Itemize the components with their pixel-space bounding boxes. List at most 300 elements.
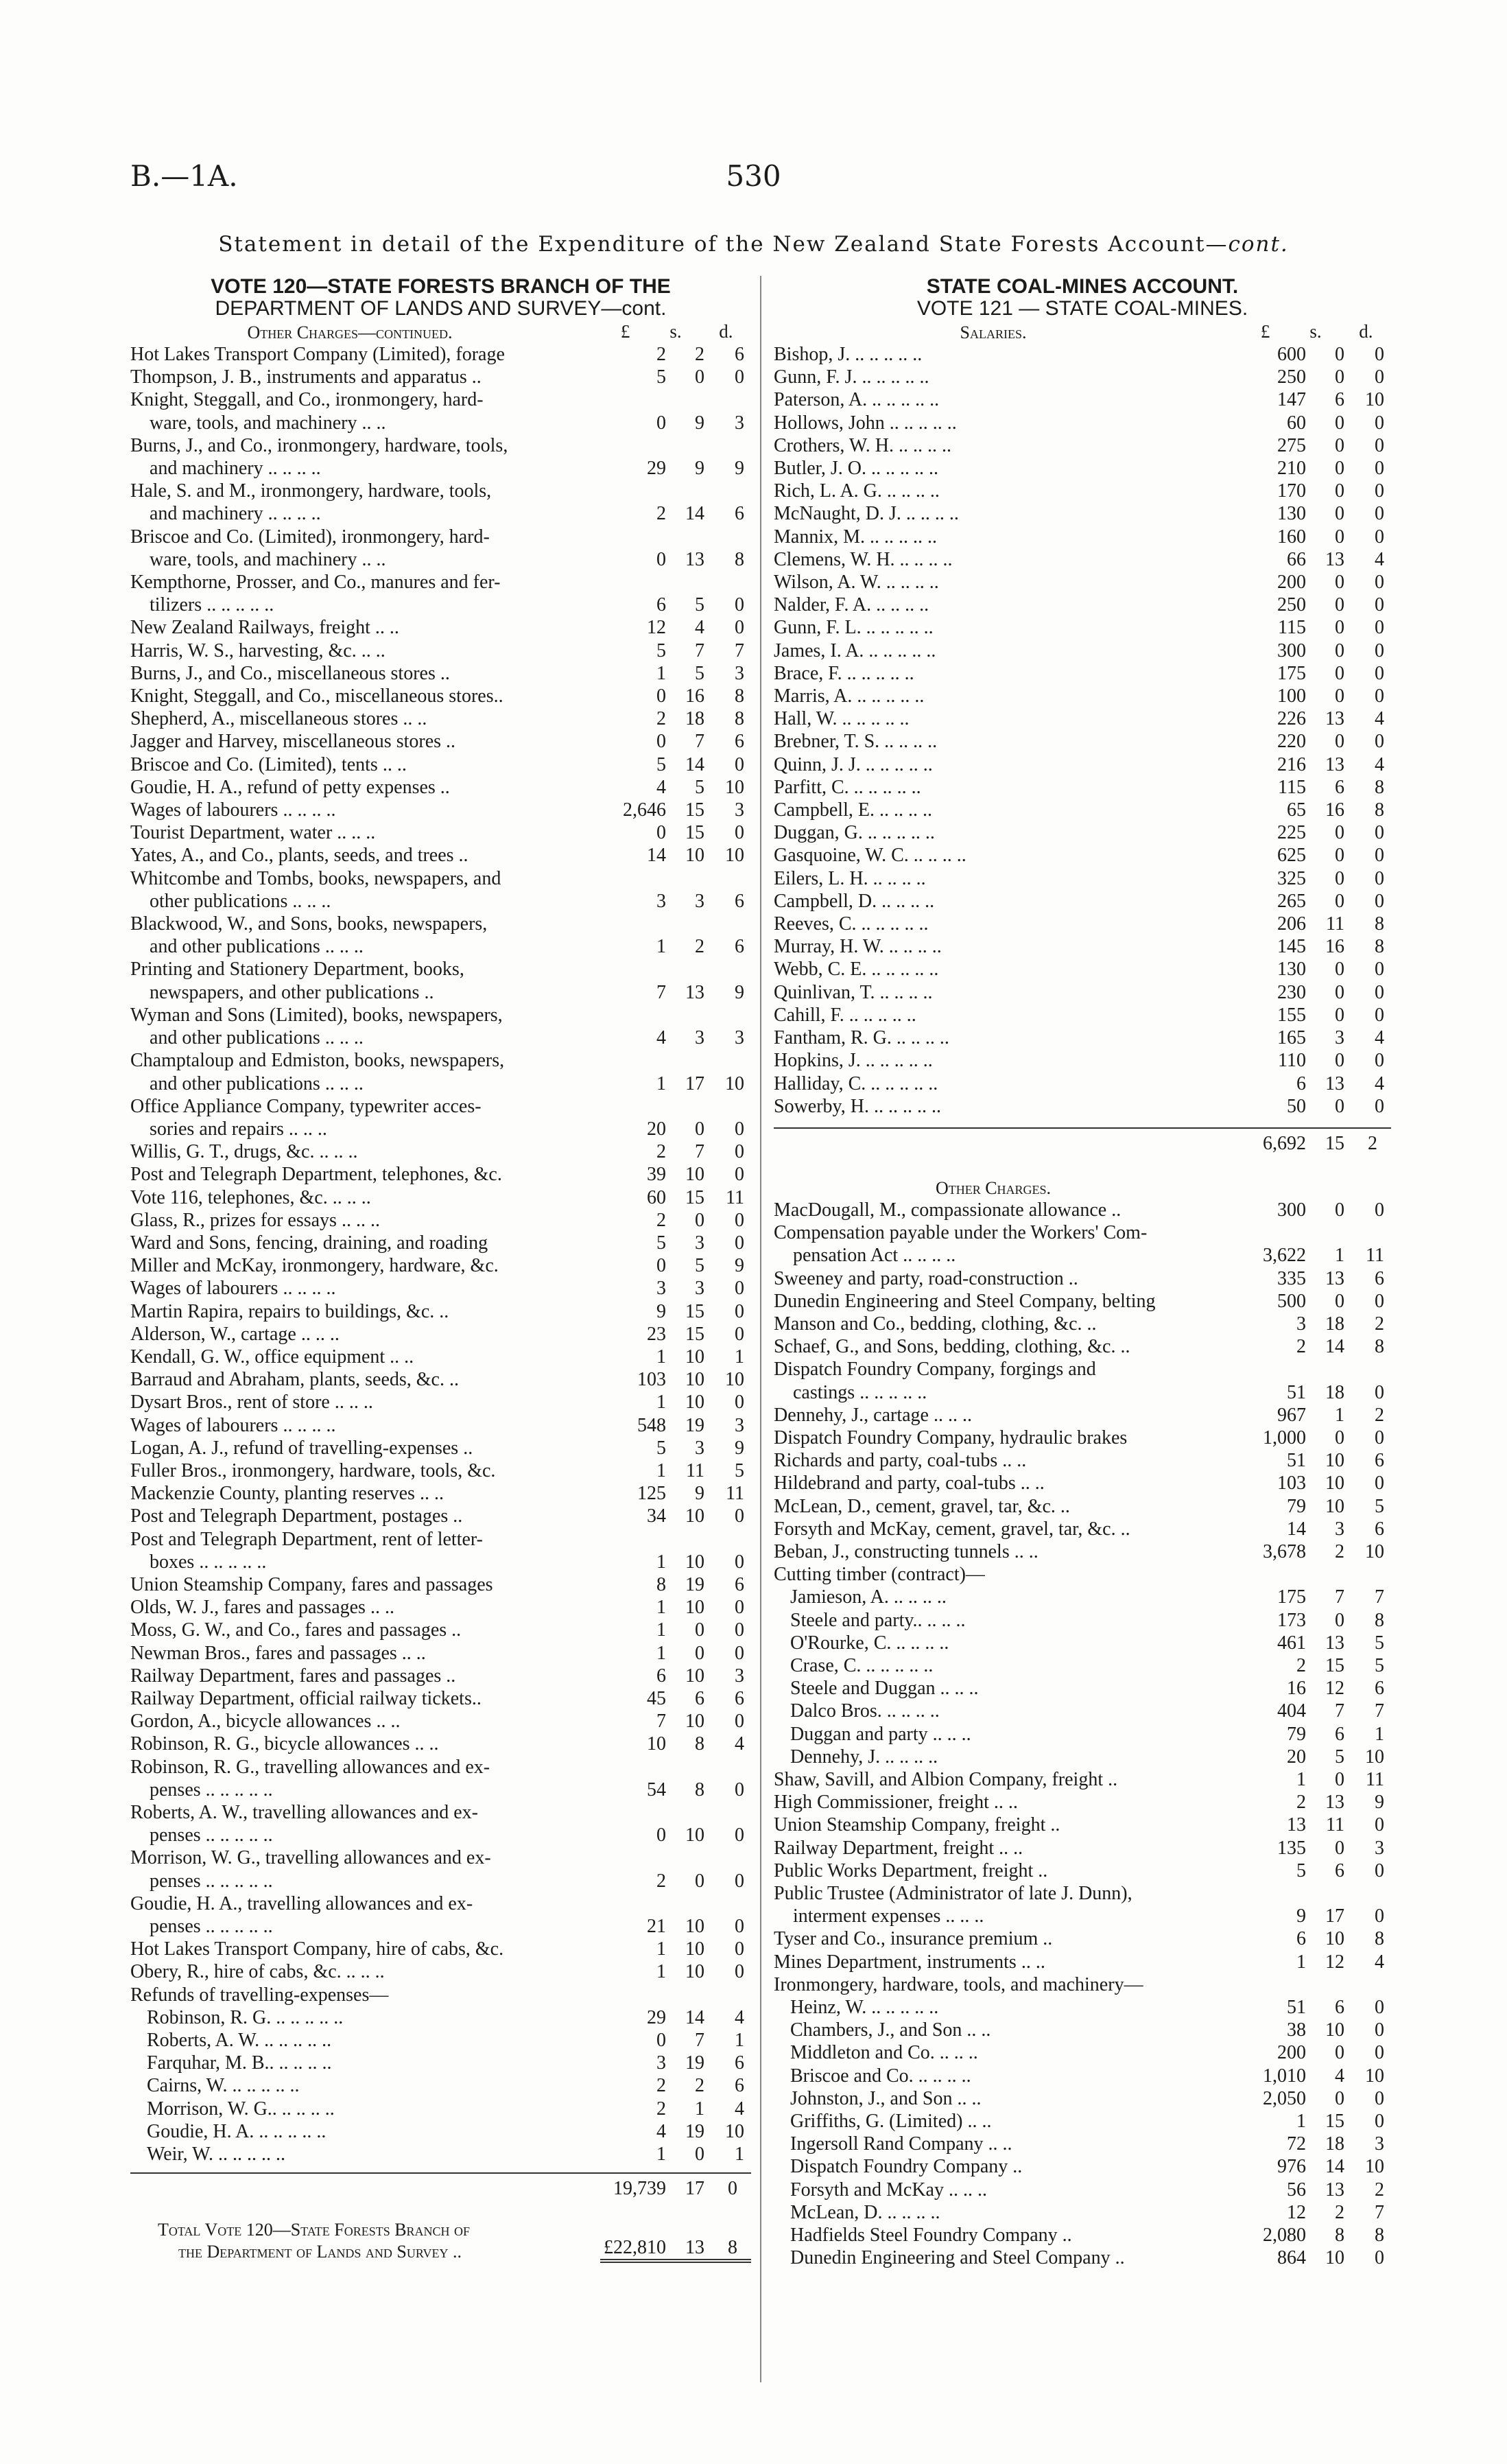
pence: 7 [1375, 2201, 1384, 2223]
row-amount [1240, 1244, 1391, 1267]
table-row [774, 707, 1391, 730]
row-amount [600, 1710, 751, 1733]
vote-120-grand-total [130, 2219, 751, 2263]
row-text: Shepherd, A., miscellaneous stores .. .. [130, 708, 427, 730]
row-amount [1240, 1004, 1391, 1026]
row-text: Gordon, A., bicycle allowances .. .. [130, 1711, 401, 1733]
pounds: 2,646 [623, 799, 666, 821]
shillings: 13 [1325, 548, 1344, 570]
table-row [774, 821, 1391, 844]
table-row [130, 1528, 751, 1573]
row-text: Weir, W. .. .. .. .. .. [147, 2144, 285, 2166]
table-row [774, 1095, 1391, 1118]
pounds: 1 [1296, 1768, 1306, 1790]
pounds: 2 [1296, 1654, 1306, 1676]
pounds: 65 [1287, 799, 1306, 821]
shillings: 0 [1335, 617, 1344, 639]
table-row [130, 2052, 751, 2074]
right-column [774, 276, 1391, 2269]
table-row [774, 1449, 1391, 1472]
row-description [130, 1938, 600, 1960]
pounds: 175 [1277, 1586, 1306, 1608]
table-row [774, 2201, 1391, 2224]
row-description [130, 730, 600, 753]
row-text: Jagger and Harvey, miscellaneous stores .. [130, 731, 456, 753]
row-text: High Commissioner, freight .. .. [774, 1792, 1018, 1814]
shillings: 7 [695, 731, 704, 753]
pounds: 1 [656, 1961, 666, 1983]
shillings: 2 [695, 344, 704, 365]
pence: 4 [735, 2098, 744, 2120]
pounds: 1 [656, 1597, 666, 1619]
row-description [774, 457, 1240, 480]
shillings: 3 [695, 1232, 704, 1254]
pence: 9 [735, 981, 744, 1003]
pence: 8 [735, 548, 744, 570]
pence: 0 [735, 1711, 744, 1733]
pounds: 3,678 [1263, 1540, 1306, 1562]
pounds: 210 [1277, 458, 1306, 480]
pounds: 250 [1277, 594, 1306, 616]
row-description [130, 685, 600, 707]
table-row [774, 753, 1391, 776]
pounds: 56 [1287, 2179, 1306, 2201]
pounds: 115 [1278, 776, 1306, 798]
row-description [774, 1335, 1240, 1358]
table-row [130, 2120, 751, 2143]
row-amount [1240, 2246, 1391, 2269]
row-text: Hadfields Steel Foundry Company .. [790, 2225, 1072, 2246]
row-text: Farquhar, M. B.. .. .. .. .. [147, 2052, 332, 2074]
row-text: Briscoe and Co. (Limited), tents .. .. [130, 753, 407, 775]
shillings: 0 [1335, 981, 1344, 1003]
row-amount [1240, 1768, 1391, 1791]
pence: 4 [1375, 548, 1384, 570]
shillings: 0 [1335, 685, 1344, 707]
pence: 0 [1375, 1472, 1384, 1494]
row-description [774, 799, 1240, 821]
row-description [130, 616, 600, 639]
pounds: 54 [647, 1779, 666, 1800]
row-amount [600, 616, 751, 639]
pence: 4 [1375, 753, 1384, 775]
row-text: Ingersoll Rand Company .. .. [790, 2133, 1012, 2155]
table-row [774, 1267, 1391, 1290]
row-text-continued: ware, tools, and machinery .. .. [150, 412, 386, 434]
row-amount [600, 1779, 751, 1801]
row-text: Dennehy, J. .. .. .. .. [790, 1746, 938, 1768]
table-row [774, 1996, 1391, 2019]
pence: 7 [1375, 1586, 1384, 1608]
row-amount [600, 1209, 751, 1232]
table-row [130, 616, 751, 639]
row-amount [600, 844, 751, 867]
row-text-continued: sories and repairs .. .. .. [150, 1118, 327, 1140]
row-amount [1240, 685, 1391, 707]
row-text: Vote 116, telephones, &c. .. .. .. [130, 1186, 371, 1208]
table-row [130, 1049, 751, 1094]
row-amount [1240, 1746, 1391, 1768]
pence: 0 [735, 1938, 744, 1960]
table-row [130, 1733, 751, 1755]
pence: 3 [1375, 1837, 1384, 1859]
row-text-continued: and other publications .. .. .. [150, 1072, 364, 1094]
shillings: 0 [1335, 1837, 1344, 1859]
row-amount [1240, 867, 1391, 890]
row-description [774, 776, 1240, 799]
pounds: 21 [647, 1916, 666, 1938]
table-row [774, 2155, 1391, 2178]
shillings: 0 [695, 1209, 704, 1231]
table-row [774, 958, 1391, 981]
pence: 0 [1375, 2019, 1384, 2041]
pence: 0 [1375, 2087, 1384, 2109]
row-text: Dispatch Foundry Company, forgings and [774, 1359, 1096, 1381]
pounds: 103 [637, 1369, 666, 1391]
table-row [774, 548, 1391, 571]
pounds: 2 [656, 708, 666, 730]
shillings: 0 [1335, 1004, 1344, 1026]
row-description [774, 1791, 1240, 1814]
shillings: 1 [1335, 1245, 1344, 1267]
row-text: Parfitt, C. .. .. .. .. .. [774, 776, 921, 798]
row-text-continued: and machinery .. .. .. .. [150, 503, 321, 525]
shillings: 13 [685, 548, 704, 570]
row-description [774, 1677, 1240, 1700]
pounds: 20 [1287, 1746, 1306, 1768]
row-amount [1240, 1095, 1391, 1118]
pence: 0 [1375, 890, 1384, 912]
row-text: Crothers, W. H. .. .. .. .. [774, 434, 951, 456]
pounds: 5 [656, 753, 666, 775]
pence: 0 [735, 617, 744, 639]
table-row [130, 1892, 751, 1938]
pence: 0 [1375, 344, 1384, 365]
pounds: 50 [1287, 1095, 1306, 1117]
pence: 0 [1375, 959, 1384, 981]
table-row [774, 388, 1391, 411]
table-row [130, 571, 751, 616]
shillings: 3 [1335, 1518, 1344, 1540]
row-description [774, 1004, 1240, 1026]
row-amount [1240, 366, 1391, 388]
table-row [130, 2143, 751, 2166]
pounds: 1 [656, 936, 666, 958]
row-text: Ironmongery, hardware, tools, and machinery— [774, 1973, 1143, 1995]
pence: 3 [1375, 2133, 1384, 2155]
shillings: 0 [695, 366, 704, 388]
row-description [130, 662, 600, 685]
pounds: 175 [1277, 662, 1306, 684]
row-amount [600, 1232, 751, 1254]
shillings: 7 [695, 2030, 704, 2052]
table-row [774, 1700, 1391, 1722]
row-text: Gasquoine, W. C. .. .. .. .. [774, 845, 966, 867]
shillings: 19 [685, 1414, 704, 1436]
pounds: 51 [1287, 1997, 1306, 2019]
row-text: Martin Rapira, repairs to buildings, &c. .. [130, 1300, 449, 1322]
pence: 7 [735, 640, 744, 661]
shillings: 3 [695, 890, 704, 912]
row-text: McLean, D. .. .. .. .. [790, 2201, 940, 2223]
pounds: 548 [637, 1414, 666, 1436]
left-column [130, 276, 751, 2263]
row-amount [600, 2120, 751, 2143]
pence: 6 [735, 344, 744, 365]
row-text: Rich, L. A. G. .. .. .. .. [774, 480, 940, 502]
row-amount [1240, 1700, 1391, 1722]
table-row [130, 1323, 751, 1346]
row-text: Hale, S. and M., ironmongery, hardware, tools, [130, 480, 492, 502]
pence: 0 [1375, 366, 1384, 388]
shillings: 13 [1325, 2179, 1344, 2201]
pounds: 0 [656, 685, 666, 707]
row-description [774, 434, 1240, 457]
subtotal-pence: 0 [728, 2178, 737, 2200]
row-description [774, 571, 1240, 594]
table-row [130, 867, 751, 913]
shillings: 10 [685, 845, 704, 867]
pounds: 20 [647, 1118, 666, 1140]
row-amount [1240, 2133, 1391, 2155]
table-row [774, 2041, 1391, 2064]
table-row [774, 1358, 1391, 1403]
table-row [130, 1619, 751, 1641]
row-description [130, 343, 600, 366]
shillings: 15 [685, 822, 704, 844]
pence: 4 [735, 1733, 744, 1755]
row-text: Reeves, C. .. .. .. .. .. [774, 913, 929, 935]
row-amount [600, 1938, 751, 1960]
row-amount [1240, 1905, 1391, 1927]
row-text: Sowerby, H. .. .. .. .. .. [774, 1095, 941, 1117]
grand-total-label-1: Total Vote 120—State Forests Branch of [158, 2220, 471, 2240]
shillings: 15 [1325, 1654, 1344, 1676]
shillings: 1 [1335, 1404, 1344, 1426]
row-description [774, 867, 1240, 890]
pence: 0 [1375, 662, 1384, 684]
row-text-continued: castings .. .. .. .. .. [793, 1381, 927, 1403]
pounds: 1 [1296, 2111, 1306, 2133]
table-row [130, 844, 751, 867]
pence: 0 [735, 1141, 744, 1163]
row-amount [1240, 548, 1391, 571]
row-text: Griffiths, G. (Limited) .. .. [790, 2111, 992, 2133]
row-text-continued: pensation Act .. .. .. .. [793, 1245, 956, 1267]
pounds: 6 [656, 594, 666, 616]
row-text: Glass, R., prizes for essays .. .. .. [130, 1209, 380, 1231]
row-text: Moss, G. W., and Co., fares and passages .. [130, 1619, 462, 1641]
pence: 11 [1366, 1245, 1384, 1267]
shillings: 2 [695, 2075, 704, 2097]
table-row [130, 1346, 751, 1368]
row-text: McLean, D., cement, gravel, tar, &c. .. [774, 1495, 1070, 1517]
row-text: Middleton and Co. .. .. .. [790, 2042, 978, 2064]
row-text: MacDougall, M., compassionate allowance .. [774, 1199, 1122, 1221]
pence: 0 [1375, 1381, 1384, 1403]
row-amount [600, 1665, 751, 1687]
row-text: Dispatch Foundry Company, hydraulic brakes [774, 1427, 1128, 1448]
pence: 0 [735, 366, 744, 388]
shillings: 0 [1335, 572, 1344, 594]
pounds: 625 [1277, 845, 1306, 867]
row-description [774, 526, 1240, 548]
row-text: Briscoe and Co. .. .. .. .. [790, 2065, 971, 2087]
salaries-total [774, 1127, 1391, 1156]
pence: 10 [725, 1369, 744, 1391]
pence: 0 [1375, 1004, 1384, 1026]
row-text: Public Trustee (Administrator of late J. Dunn), [774, 1883, 1132, 1904]
pounds: 3 [1296, 1313, 1306, 1335]
row-amount [600, 1733, 751, 1755]
row-text: Robinson, R. G. .. .. .. .. .. [147, 2006, 344, 2028]
shillings: 0 [1335, 526, 1344, 548]
shillings: 10 [1325, 2019, 1344, 2041]
pounds: 79 [1287, 1495, 1306, 1517]
row-amount [600, 1118, 751, 1140]
shillings: 0 [1335, 458, 1344, 480]
pounds: 0 [656, 731, 666, 753]
row-description [130, 1368, 600, 1391]
pence: 0 [735, 594, 744, 616]
shillings: 7 [695, 640, 704, 661]
pence: 8 [735, 685, 744, 707]
row-amount [1240, 1026, 1391, 1049]
pounds: 1 [656, 1551, 666, 1573]
pounds: 2 [656, 503, 666, 525]
row-description [774, 981, 1240, 1004]
row-amount [1240, 1427, 1391, 1449]
row-text: Gunn, F. J. .. .. .. .. .. [774, 366, 929, 388]
table-row [130, 1687, 751, 1710]
shillings: 6 [1335, 1997, 1344, 2019]
pounds: 103 [1277, 1472, 1306, 1494]
row-description [130, 1984, 600, 2006]
row-text: Post and Telegraph Department, telephones, &c. [130, 1164, 502, 1186]
row-description [774, 821, 1240, 844]
pounds: 29 [647, 458, 666, 480]
pounds-unit: £ [1260, 321, 1270, 342]
row-text: Cahill, F. .. .. .. .. .. [774, 1004, 916, 1026]
shillings: 16 [1325, 799, 1344, 821]
row-amount [1240, 2019, 1391, 2041]
row-description [774, 1973, 1240, 1996]
row-amount [600, 1323, 751, 1346]
row-description [130, 1846, 600, 1892]
pence: 0 [735, 1209, 744, 1231]
pence: 8 [735, 708, 744, 730]
row-amount [600, 2074, 751, 2097]
row-text: Morrison, W. G., travelling allowances and ex- [130, 1847, 491, 1869]
row-text: O'Rourke, C. .. .. .. .. [790, 1632, 949, 1654]
pence: 0 [1375, 1905, 1384, 1927]
row-description [130, 526, 600, 571]
pounds: 170 [1277, 480, 1306, 502]
shillings: 10 [685, 1392, 704, 1413]
shillings: 17 [685, 1072, 704, 1094]
pounds: 2 [656, 344, 666, 365]
row-amount [1240, 2110, 1391, 2133]
row-text: Hildebrand and party, coal-tubs .. .. [774, 1472, 1045, 1494]
table-row [774, 1290, 1391, 1313]
shillings: 10 [685, 1938, 704, 1960]
pounds: 38 [1287, 2019, 1306, 2041]
row-text: Mackenzie County, planting reserves .. .. [130, 1483, 444, 1505]
pence: 6 [735, 2052, 744, 2074]
pence: 6 [735, 1573, 744, 1595]
pounds: 34 [647, 1505, 666, 1527]
pence: 3 [735, 1665, 744, 1687]
pence: 0 [1375, 594, 1384, 616]
pounds: 500 [1277, 1290, 1306, 1312]
statement-heading [0, 232, 1507, 257]
shillings: 0 [1335, 480, 1344, 502]
pence: 0 [1375, 640, 1384, 661]
pence: 0 [1375, 617, 1384, 639]
row-text: Champtaloup and Edmiston, books, newspapers, [130, 1050, 505, 1072]
row-amount [600, 640, 751, 662]
row-text: Robinson, R. G., travelling allowances and ex- [130, 1756, 490, 1778]
shillings: 0 [1335, 1768, 1344, 1790]
row-amount [1240, 1791, 1391, 1814]
row-text-continued: and machinery .. .. .. .. [150, 458, 321, 480]
row-text: Burns, J., and Co., ironmongery, hardware, tools, [130, 434, 508, 456]
pounds: 1 [656, 1392, 666, 1413]
row-description [774, 2224, 1240, 2246]
shillings: 13 [1325, 1792, 1344, 1814]
row-description [774, 1609, 1240, 1632]
pence: 0 [735, 1916, 744, 1938]
shillings: 14 [1325, 1336, 1344, 1358]
row-amount [600, 890, 751, 913]
shillings: 0 [1335, 845, 1344, 867]
table-row [774, 1859, 1391, 1882]
row-description [130, 1756, 600, 1801]
shillings: 10 [1325, 1472, 1344, 1494]
row-description [774, 1768, 1240, 1791]
row-text: Railway Department, fares and passages .. [130, 1665, 456, 1687]
row-text: Gunn, F. L. .. .. .. .. .. [774, 617, 934, 639]
pounds: 130 [1277, 959, 1306, 981]
row-text: Thompson, J. B., instruments and apparatus .. [130, 366, 482, 388]
row-amount [600, 1915, 751, 1938]
pence: 5 [1375, 1632, 1384, 1654]
pounds: 3 [656, 2052, 666, 2074]
row-description [774, 1927, 1240, 1950]
pence: 0 [1375, 2247, 1384, 2269]
row-description [774, 1586, 1240, 1608]
row-description [774, 1723, 1240, 1746]
table-row [130, 343, 751, 366]
pounds: 0 [656, 1255, 666, 1277]
table-row [130, 1277, 751, 1300]
row-amount [1240, 776, 1391, 799]
row-description [774, 2110, 1240, 2133]
other-charges-header [774, 1175, 1391, 1199]
row-amount [1240, 1449, 1391, 1472]
row-text: Post and Telegraph Department, rent of letter- [130, 1528, 484, 1550]
row-description [774, 1472, 1240, 1494]
row-amount [1240, 434, 1391, 457]
pounds: 160 [1277, 526, 1306, 548]
row-text: Obery, R., hire of cabs, &c. .. .. .. [130, 1961, 385, 1983]
row-description [130, 1346, 600, 1368]
salaries-entries [774, 343, 1391, 1118]
shillings: 2 [1335, 2201, 1344, 2223]
table-row [774, 1837, 1391, 1859]
shillings: 15 [685, 799, 704, 821]
shillings: 0 [1335, 1609, 1344, 1631]
